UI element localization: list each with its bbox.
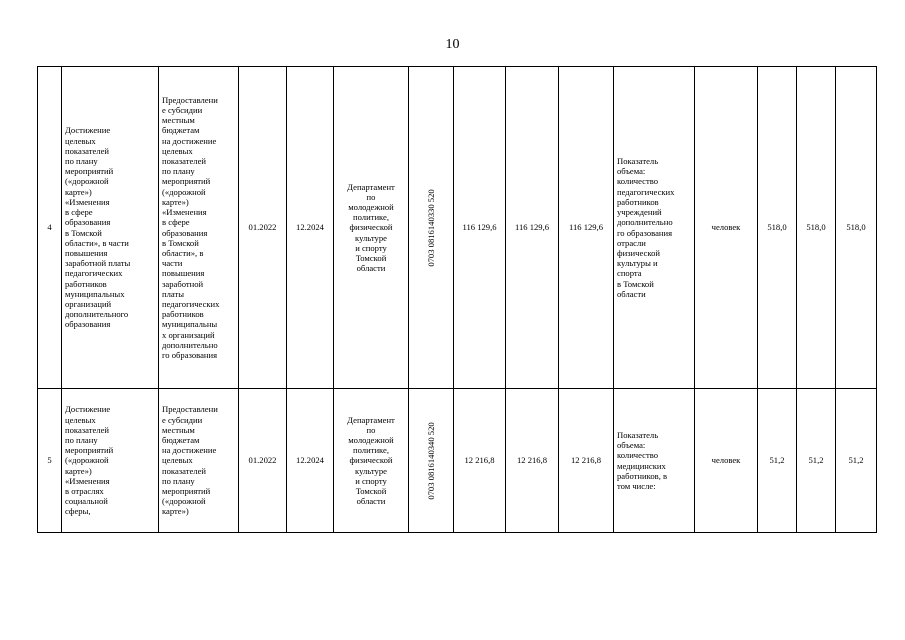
amount-cell: 12 216,8 <box>454 389 506 533</box>
page-number: 10 <box>445 37 460 52</box>
budget-code: 0703 0816140340 520 <box>425 421 436 500</box>
program-measures-table <box>37 66 877 533</box>
table-row <box>38 67 877 389</box>
measure-cell: Предоставлени е субсидии местным бюджетам на достижение целевых показателей по плану мероприятий («дорожной карте») <box>159 389 239 533</box>
indicator-value-cell: 51,2 <box>758 389 797 533</box>
executor-cell: Департамент по молодежной политике, физической культуре и спорту Томской области <box>334 67 409 389</box>
indicator-cell: Показатель объема: количество медицинских работников, в том числе: <box>614 389 695 533</box>
unit-cell: человек <box>695 67 758 389</box>
executor-cell: Департамент по молодежной политике, физической культуре и спорту Томской области <box>334 389 409 533</box>
budget-code: 0703 0816140330 520 <box>425 188 436 267</box>
row-number-cell: 4 <box>38 67 62 389</box>
indicator-value-cell: 518,0 <box>797 67 836 389</box>
indicator-value-cell: 518,0 <box>758 67 797 389</box>
row-number-cell: 5 <box>38 389 62 533</box>
unit-cell: человек <box>695 389 758 533</box>
goal-cell: Достижение целевых показателей по плану мероприятий («дорожной карте») «Изменения в сфере образования в Томской области», в части повышения заработной платы педагогических работников муниципальных организаций дополнительного образования <box>62 67 159 389</box>
amount-cell: 116 129,6 <box>559 67 614 389</box>
measure-cell: Предоставлени е субсидии местным бюджетам на достижение целевых показателей по плану мероприятий («дорожной карте») «Изменения в сфере образования в Томской области», в части повышения заработной платы педагогических работников муниципальны х организаций дополнительно го образования <box>159 67 239 389</box>
indicator-value-cell: 518,0 <box>836 67 877 389</box>
amount-cell: 12 216,8 <box>506 389 559 533</box>
amount-cell: 116 129,6 <box>506 67 559 389</box>
amount-cell: 116 129,6 <box>454 67 506 389</box>
end-date-cell: 12.2024 <box>287 67 334 389</box>
budget-code-cell <box>409 389 454 533</box>
goal-cell: Достижение целевых показателей по плану мероприятий («дорожной карте») «Изменения в отраслях социальной сферы, <box>62 389 159 533</box>
budget-code-cell <box>409 67 454 389</box>
start-date-cell: 01.2022 <box>239 67 287 389</box>
amount-cell: 12 216,8 <box>559 389 614 533</box>
end-date-cell: 12.2024 <box>287 389 334 533</box>
indicator-value-cell: 51,2 <box>797 389 836 533</box>
indicator-value-cell: 51,2 <box>836 389 877 533</box>
indicator-cell: Показатель объема: количество педагогических работников учреждений дополнительно го образования отрасли физической культуры и спорта в Томской области <box>614 67 695 389</box>
start-date-cell: 01.2022 <box>239 389 287 533</box>
table-row <box>38 389 877 533</box>
